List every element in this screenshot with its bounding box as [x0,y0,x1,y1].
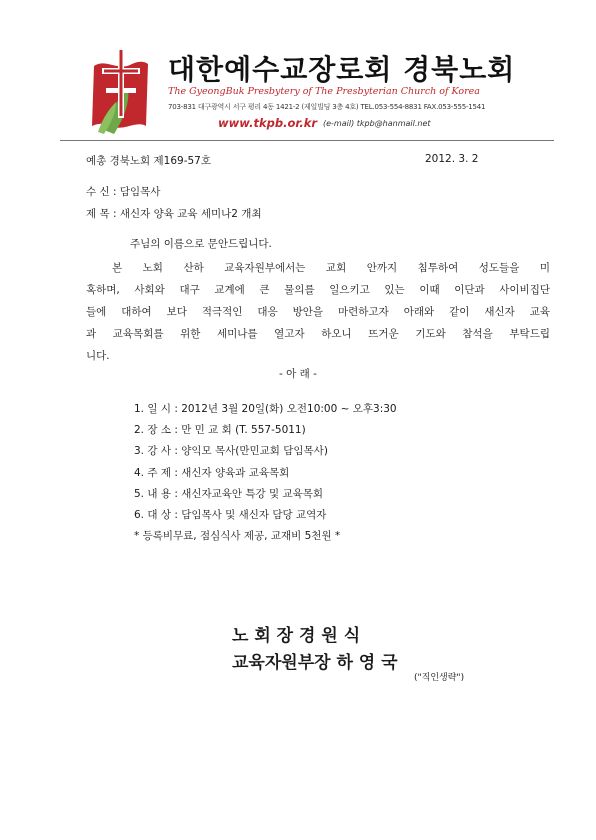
body-paragraph [86,257,550,367]
cross-on-red-flag-logo-icon [88,44,150,136]
greeting: 주님의 이름으로 문안드립니다. [130,238,272,250]
email-address[interactable]: (e-mail) tkpb@hanmail.net [323,119,431,128]
body-line: 본 노회 산하 교육자원부에서는 교회 안까지 침투하여 성도들을 미 [112,262,550,274]
section-heading: - 아 래 - [279,368,317,380]
org-name: 대한예수교장로회 경북노회 [168,53,516,86]
seal-omitted-note: ("직인생략") [414,673,465,683]
detail-item: 1. 일 시 : 2012년 3월 20일(화) 오전10:00 ~ 오후3:30 [134,403,397,415]
signature-president: 노 회 장 경 원 식 [232,626,361,646]
details-list [134,399,397,547]
org-name-english: The GyeongBuk Presbytery of The Presbyterian Church of Korea [168,86,480,97]
detail-item: 2. 장 소 : 만 민 교 회 (T. 557-5011) [134,424,306,437]
document-number: 예총 경북노회 제169-57호 [86,155,212,167]
body-line: 들에 대하여 보다 적극적인 대응 방안을 마련하고자 아래와 같이 새신자 교육 [86,306,550,318]
detail-note: * 등록비무료, 점심식사 제공, 교재비 5천원 * [134,530,341,543]
subject-line: 제 목 : 새신자 양육 교육 세미나2 개최 [86,208,262,220]
detail-item: 3. 강 사 : 양익모 목사(만민교회 담임목사) [134,445,328,458]
letterhead [88,40,516,145]
recipient-line: 수 신 : 담임목사 [86,186,161,198]
body-line: 혹하며, 사회와 대구 교계에 큰 물의를 일으키고 있는 이때 이단과 사이비집단 [86,284,550,296]
org-address: 703-831 대구광역시 서구 평리 4동 1421-2 (제일빌딩 3층 4호) TEL.053-554-8831 FAX.053-555-1541 [168,103,486,111]
detail-item: 6. 대 상 : 담임목사 및 새신자 담당 교역자 [134,509,327,522]
body-line: 니다. [86,350,110,362]
signature-education-head: 교육자원부장 하 영 국 [232,653,398,673]
header-divider [60,140,554,141]
website-link[interactable]: www.tkpb.or.kr [218,116,318,130]
body-line: 과 교육목회를 위한 세미나를 열고자 하오니 뜨거운 기도와 참석을 부탁드립 [86,328,550,340]
detail-item: 4. 주 제 : 새신자 양육과 교육목회 [134,466,290,479]
detail-item: 5. 내 용 : 새신자교육안 특강 및 교육목회 [134,487,324,500]
document-date: 2012. 3. 2 [425,153,479,165]
